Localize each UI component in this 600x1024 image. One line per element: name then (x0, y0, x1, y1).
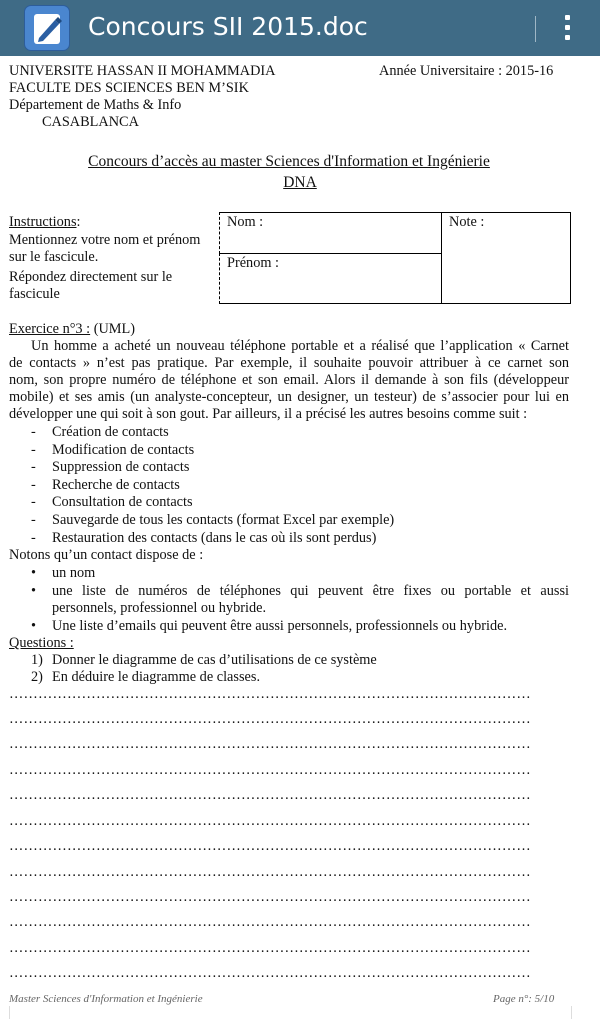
footer-page-number: Page n°: 5/10 (493, 993, 555, 1005)
instruction-line: Répondez directement sur le (9, 269, 173, 285)
exam-subtitle: DNA (283, 174, 317, 191)
dash-bullet: - (31, 477, 36, 493)
footer-frame (9, 1006, 572, 1019)
bullet-dot: • (31, 583, 37, 599)
instructions-label: Instructions (9, 214, 77, 230)
footer-course: Master Sciences d'Information et Ingénierie (9, 993, 203, 1005)
list-item: Recherche de contacts (52, 477, 180, 493)
answer-line: ……………………………………………………………………………………………… (9, 736, 531, 752)
faculty-name: FACULTE DES SCIENCES BEN M’SIK (9, 80, 249, 96)
answer-line: ……………………………………………………………………………………………… (9, 838, 531, 854)
list-item: Sauvegarde de tous les contacts (format Excel par exemple) (52, 512, 395, 528)
answer-line: ……………………………………………………………………………………………… (9, 711, 531, 727)
grade-label: Note : (449, 214, 485, 230)
answer-line: ……………………………………………………………………………………………… (9, 787, 531, 803)
exercise-paragraph-line: mobile) et ses amis (un analyste-concepteur, un designer, un testeur) de s’associer pour lui en (9, 389, 569, 405)
dash-bullet: - (31, 442, 36, 458)
city-name: CASABLANCA (42, 114, 139, 130)
dash-bullet: - (31, 530, 36, 546)
exercise-paragraph-line: nom, son propre numéro de téléphone et son email. Alors il demande à son fils (développeur (9, 372, 569, 388)
contact-intro: Notons qu’un contact dispose de : (9, 547, 204, 563)
instruction-line: sur le fascicule. (9, 249, 99, 265)
answer-line: ……………………………………………………………………………………………… (9, 965, 531, 981)
answer-line: ……………………………………………………………………………………………… (9, 940, 531, 956)
answer-line: ……………………………………………………………………………………………… (9, 813, 531, 829)
firstname-label: Prénom : (227, 255, 280, 271)
exercise-paragraph-line: Un homme a acheté un nouveau téléphone portable et a réalisé que l’application « Carnet (31, 338, 569, 354)
question-text: Donner le diagramme de cas d’utilisations de ce système (52, 652, 377, 668)
exercise-number: Exercice n°3 : (9, 321, 91, 337)
bullet-dot: • (31, 618, 37, 634)
instructions-colon: : (76, 214, 81, 230)
instruction-line: fascicule (9, 286, 60, 302)
academic-year: Année Universitaire : 2015-16 (379, 63, 554, 79)
name-field[interactable] (219, 212, 442, 254)
overflow-menu-icon[interactable] (556, 14, 578, 42)
answer-line: ……………………………………………………………………………………………… (9, 864, 531, 880)
list-item-continuation: personnels, professionnel ou hybride. (52, 600, 267, 616)
exercise-tag: (UML) (90, 321, 136, 337)
firstname-field[interactable] (219, 253, 442, 304)
list-item: Restauration des contacts (dans le cas où ils sont perdus) (52, 530, 377, 546)
grade-field[interactable] (441, 212, 571, 304)
app-bar (0, 0, 600, 56)
exercise-heading (9, 321, 135, 338)
question-number: 1) (31, 652, 43, 668)
exercise-paragraph-line: de contacts » n’est pas pratique. Par exemple, il souhaite pouvoir attribuer à ce carnet son (9, 355, 569, 371)
document-page (0, 56, 600, 1024)
dash-bullet: - (31, 424, 36, 440)
answer-line: ……………………………………………………………………………………………… (9, 686, 531, 702)
question-number: 2) (31, 669, 43, 685)
list-item: un nom (52, 565, 96, 581)
document-title: Concours SII 2015.doc (88, 12, 368, 41)
dash-bullet: - (31, 494, 36, 510)
exam-title: Concours d’accès au master Sciences d'Information et Ingénierie (88, 153, 490, 170)
university-name: UNIVERSITE HASSAN II MOHAMMADIA (9, 63, 276, 79)
exercise-paragraph-line: développer une qui soit à son gout. Par ailleurs, il a précisé les autres besoins comme suit : (9, 406, 528, 422)
dash-bullet: - (31, 512, 36, 528)
list-item: Modification de contacts (52, 442, 195, 458)
answer-line: ……………………………………………………………………………………………… (9, 762, 531, 778)
list-item: une liste de numéros de téléphones qui peuvent être fixes ou portable et aussi (52, 583, 569, 599)
answer-line: ……………………………………………………………………………………………… (9, 914, 531, 930)
dash-bullet: - (31, 459, 36, 475)
instruction-line: Mentionnez votre nom et prénom (9, 232, 201, 248)
list-item: Création de contacts (52, 424, 169, 440)
list-item: Consultation de contacts (52, 494, 193, 510)
name-label: Nom : (227, 214, 264, 230)
pen-doc-icon[interactable] (24, 5, 70, 51)
answer-line: ……………………………………………………………………………………………… (9, 889, 531, 905)
bullet-dot: • (31, 565, 37, 581)
list-item: Suppression de contacts (52, 459, 190, 475)
question-text: En déduire le diagramme de classes. (52, 669, 261, 685)
questions-heading: Questions : (9, 635, 74, 651)
list-item: Une liste d’emails qui peuvent être aussi personnels, professionnels ou hybride. (52, 618, 508, 634)
instructions-heading (9, 214, 81, 231)
department-name: Département de Maths & Info (9, 97, 182, 113)
appbar-divider (535, 16, 536, 42)
